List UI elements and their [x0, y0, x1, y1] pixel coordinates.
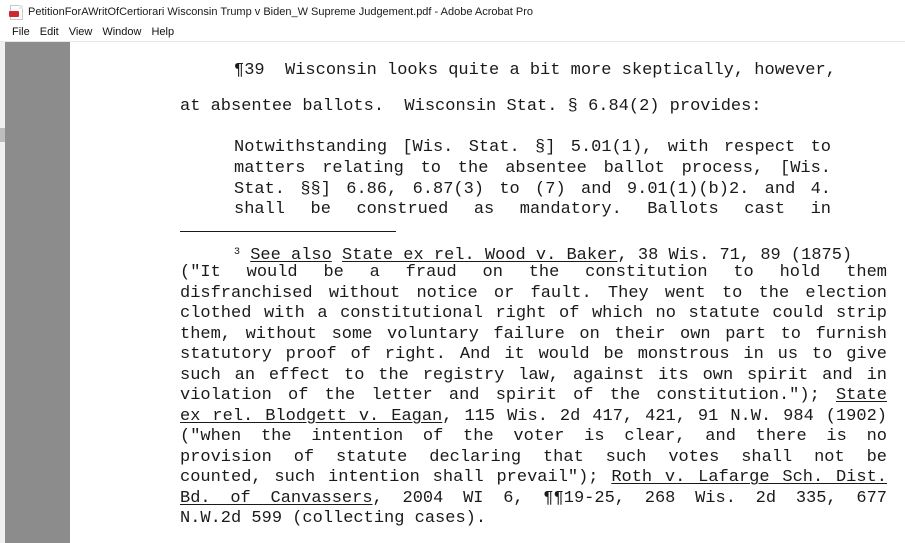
footnote-line: statutory proof of right. And it would be monstrous in us to give — [180, 345, 887, 364]
footnote-line — [180, 386, 887, 406]
case-name: Roth v. Lafarge Sch. Dist. — [611, 468, 887, 487]
citation: , 2004 WI 6, ¶¶19-25, 268 Wis. 2d 335, 677 — [372, 489, 887, 508]
block-quote-line: Stat. §§] 6.86, 6.87(3) to (7) and 9.01(1)(b)2. and 4. — [234, 180, 831, 199]
footnote-line — [180, 489, 887, 509]
case-name: State — [835, 386, 887, 405]
block-quote-line: Notwithstanding [Wis. Stat. §] 5.01(1), with respect to — [234, 138, 831, 157]
signal-see-also: See also — [250, 246, 332, 265]
window-title: PetitionForAWritOfCertiorari Wisconsin Trump v Biden_W Supreme Judgement.pdf - Adobe Acrobat Pro — [28, 6, 533, 18]
case-name: State ex rel. Wood v. Baker — [342, 246, 618, 265]
citation: , 38 Wis. 71, 89 (1875) — [617, 246, 853, 265]
citation: , 115 Wis. 2d 417, 421, 91 N.W. 984 (1902) — [442, 407, 887, 426]
footnote-line: provision of statute declaring that such votes shall not be — [180, 448, 887, 467]
menu-window[interactable]: Window — [102, 26, 142, 38]
footnote-line — [180, 468, 887, 488]
menu-help[interactable]: Help — [151, 26, 175, 38]
menu-bar — [0, 24, 905, 42]
footnote-line — [180, 407, 887, 427]
menu-edit[interactable]: Edit — [39, 26, 59, 38]
footnote-line: ("It would be a fraud on the constitution to hold them — [180, 263, 887, 282]
paragraph-line: at absentee ballots. Wisconsin Stat. § 6.84(2) provides: — [180, 97, 762, 116]
footnote-marker: 3 — [234, 247, 241, 258]
footnote-line: disfranchised without notice or fault. They went to the election — [180, 284, 887, 303]
footnote-line: them, without some voluntary failure on their own part to furnish — [180, 325, 887, 344]
case-name: Bd. of Canvassers — [180, 489, 373, 508]
menu-file[interactable]: File — [12, 26, 30, 38]
paragraph-line: ¶39 Wisconsin looks quite a bit more skeptically, however, — [234, 61, 836, 80]
footnote-separator — [180, 231, 396, 232]
footnote-line: N.W.2d 599 (collecting cases). — [180, 509, 487, 528]
pdf-file-icon — [10, 5, 23, 20]
pdf-page[interactable] — [70, 42, 905, 543]
footnote-text: violation of the letter and spirit of the constitution."); — [180, 386, 820, 405]
document-gutter — [5, 42, 70, 543]
menu-view[interactable]: View — [68, 26, 93, 38]
footnote-line: ("when the intention of the voter is clear, and there is no — [180, 427, 887, 446]
footnote-line: clothed with a constitutional right of which no statute could strip — [180, 304, 887, 323]
block-quote-line: shall be construed as mandatory. Ballots cast in — [234, 200, 831, 219]
footnote-text: counted, such intention shall prevail"); — [180, 468, 599, 487]
title-bar — [0, 0, 905, 24]
block-quote-line: matters relating to the absentee ballot process, [Wis. — [234, 159, 831, 178]
case-name: ex rel. Blodgett v. Eagan — [180, 407, 443, 426]
footnote-line: such an effect to the registry law, against its own spirit and in — [180, 366, 887, 385]
